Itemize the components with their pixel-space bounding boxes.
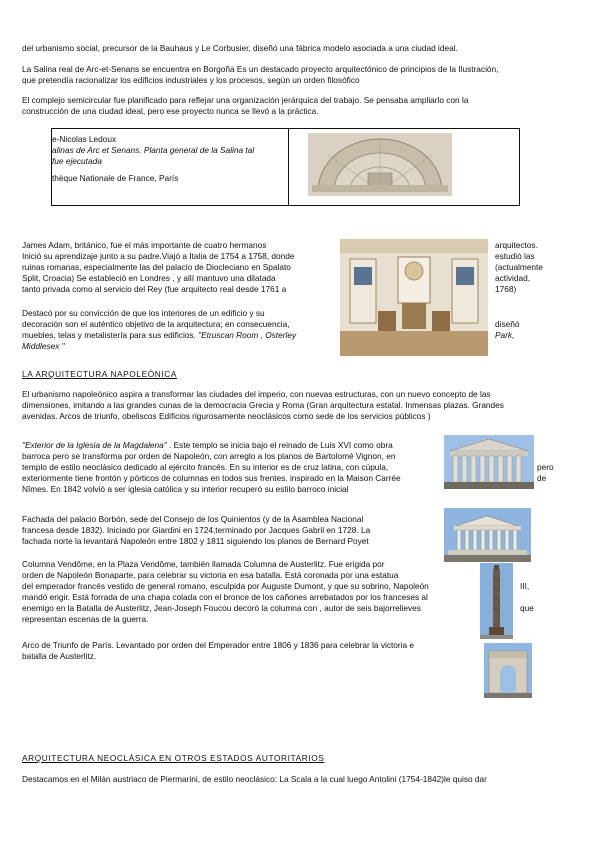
vendome-column-image: [480, 563, 513, 639]
text-line: de: [537, 473, 547, 483]
madeleine-paragraph: [22, 440, 452, 495]
text-line: pero: [537, 462, 554, 472]
text-line: . Este templo se inicia bajo el reinado de Luis XVI como obra: [166, 440, 393, 450]
text-line: decoración son el auténtico objetivo de la arquitectura; en consecuencia,: [22, 319, 290, 329]
text-line: muebles, telas y metalistería para sus edificios.: [22, 330, 199, 340]
text-line: del emperador francés vestido de general romano, esculpida por Auguste Dumont, y que su sobrino, Napoleón: [22, 581, 429, 591]
bourbon-palace-image: [444, 508, 531, 562]
table-divider: [288, 129, 289, 206]
text-line: batalla de Austerlitz.: [22, 651, 97, 661]
text-line: avenidas. Arcos de triunfo, obeliscos Edificios rigurosamente neoclásicos como sede de los servicios públicos ): [22, 411, 431, 421]
text-line: Destacó por su convicción de que los interiores de un edificio y su: [22, 308, 265, 318]
table-caption: [52, 134, 286, 184]
caption-source: thèque Nationale de France, París: [52, 173, 179, 183]
adam-paragraph-1-right: [495, 240, 543, 295]
text-line: fachada norte la levantará Napoleón entre 1802 y 1811 siguiendo los planos de Bernard Poyet: [22, 536, 369, 546]
text-line: representan escenas de la guerra.: [22, 614, 149, 624]
text-line: exteriormente tiene frontón y pórticos de columnas en todos sus frentes. inspirado en la Maison Carrée: [22, 473, 401, 483]
intro-paragraph-3: [22, 95, 468, 117]
text-line: Nîmes. En 1842 volvió a ser iglesia católica y su interior recuperó su estilo barroco inicial: [22, 484, 349, 494]
section-heading-napoleonica: LA ARQUITECTURA NAPOLEÓNICA: [22, 369, 177, 379]
caption-title: fue ejecutada: [52, 156, 102, 166]
adam-paragraph-2: [22, 308, 342, 352]
text-line: ruinas romanas, especialmente las del palacio de Diocleciano en Spalato: [22, 262, 291, 272]
text-line: mandó erigir. Está forrada de una chapa colada con el bronce de los cañones arrebatados por los franceses al: [22, 592, 428, 602]
artwork-title: "Etruscan Room , Osterley: [198, 330, 297, 340]
caption-title: alinas de Arc et Senans. Planta general de la Salina tal: [52, 145, 255, 155]
caption-author: e-Nicolas Ledoux: [52, 134, 117, 144]
text-line: Columna Vendôme, en la Plaza Vendôme, también llamada Columna de Austerlitz. Fue erigida por: [22, 559, 385, 569]
text-line: La Salina real de Arc-et-Senans se encuentra en Borgoña Es un destacado proyecto arquitectónico de principios de la Ilustración,: [22, 64, 499, 74]
madeleine-image: [444, 435, 534, 489]
text-line: diseñó: [495, 319, 520, 329]
text-line: barroca pero se transforma por orden de Napoleón, con arreglo a los planos de Bartolomé Vignon, en: [22, 451, 396, 461]
text-line: actividad,: [495, 273, 531, 283]
artwork-title: "Exterior de la Iglesia de la Magdalena": [22, 440, 167, 450]
text-line: que: [520, 603, 534, 613]
text-line: tanto privada como al servicio del Rey (fue arquitecto real desde 1761 a: [22, 284, 287, 294]
artwork-title: Middlesex ": [22, 341, 65, 351]
arc-triomphe-image: [484, 643, 532, 698]
intro-paragraph-2: [22, 64, 498, 86]
madeleine-right: [537, 462, 554, 484]
text-line: orden de Napoleón Bonaparte, para celebrar su victoria en esa batalla. Está coronada por una estatua: [22, 570, 399, 580]
text-line: dimensiones, imitando a las grandes cunas de la democracia Grecia y Roma (Gran arquitectura estatal. Inmensas plazas. Grandes: [22, 400, 504, 410]
text-line: francesa desde 1832). Iniciado por Giardini en 1724,terminado por Jacques Gabril en 1728. La: [22, 525, 371, 535]
text-line: templo de estilo neoclásico dedicado al ejército francés. En su interior es de cruz latina, con cúpula,: [22, 462, 389, 472]
vendome-paragraph: [22, 559, 482, 625]
etruscan-room-image: [340, 239, 488, 356]
text-line: arquitectos.: [495, 240, 538, 250]
adam-paragraph-1: [22, 240, 337, 295]
text-line: James Adam, británico, fue el más importante de cuatro hermanos: [22, 240, 267, 250]
text-line: III,: [520, 581, 530, 591]
text-line: enemigo en la Batalla de Austerlitz, Jean-Joseph Foucou decoró la columna con , autor de seis bajorrelieves: [22, 603, 421, 613]
section-heading-otros-estados: ARQUITECTURA NEOCLÁSICA EN OTROS ESTADOS AUTORITARIOS: [22, 753, 325, 763]
figure-table: [51, 128, 520, 206]
text-line: Inició su aprendizaje junto a su padre.Viajó a Italia de 1754 a 1758, donde: [22, 251, 295, 261]
text-line: estudió las: [495, 251, 535, 261]
adam-paragraph-2-right: [495, 319, 519, 341]
vendome-right: [520, 581, 534, 614]
text-line: Fachada del palacio Borbón, sede del Consejo de los Quinientos (y de la Asamblea Nacional: [22, 514, 364, 524]
section2-paragraph: Destacamos en el Milán austriaco de Piermarini, de estilo neoclásico: La Scala a la cual luego Antolini (1754-1842)le quiso dar: [22, 774, 487, 784]
bourbon-paragraph: [22, 514, 370, 547]
napoleonic-paragraph: [22, 389, 504, 422]
intro-paragraph-1: del urbanismo social, precursor de la Bauhaus y Le Corbusier, diseñó una fábrica modelo asociada a una ciudad ideal.: [22, 43, 458, 53]
text-line: Park,: [495, 330, 515, 340]
text-line: El complejo semicircular fue planificado para reflejar una organización jerárquica del trabajo. Se pensaba ampliarlo con la: [22, 95, 469, 105]
text-line: 1768): [495, 284, 517, 294]
text-line: El urbanismo napoleónico aspira a transformar las ciudades del imperio, con nuevas estructuras, con un nuevo concepto de las: [22, 389, 491, 399]
text-line: (actualmente: [495, 262, 543, 272]
text-line: construcción de una ciudad ideal, pero ese proyecto nunca se llevó a la práctica.: [22, 106, 319, 116]
text-line: que pretendía racionalizar los edificios industriales y los procesos, según un orden filosófico: [22, 75, 360, 85]
arc-paragraph: [22, 640, 414, 662]
salina-plan-image: [308, 133, 452, 196]
text-line: Split, Croacia) Se estableció en Londres , y allí mantuvo una dilatada: [22, 273, 276, 283]
text-line: Arco de Triunfo de París. Levantado por orden del Emperador entre 1806 y 1836 para celebrar la victoria e: [22, 640, 415, 650]
